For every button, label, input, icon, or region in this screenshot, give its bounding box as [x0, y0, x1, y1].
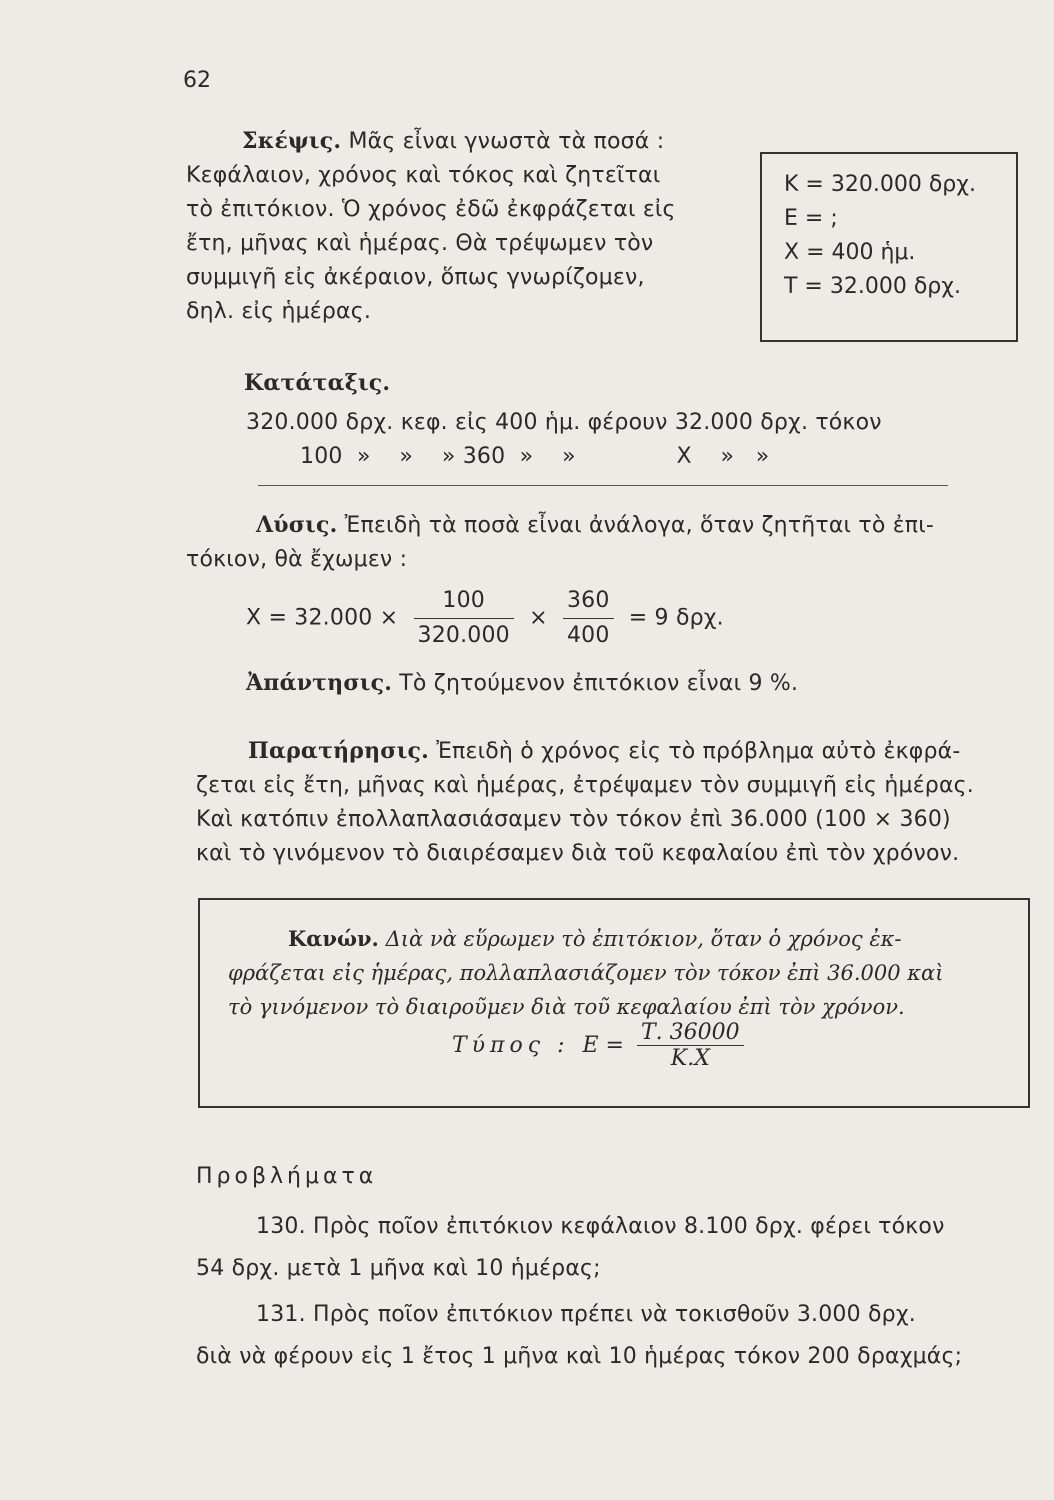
answer-label: Ἀπάντησις.: [246, 670, 393, 696]
rule-line-3: τὸ γινόμενον τὸ διαιροῦμεν διὰ τοῦ κεφαλαίου ἐπὶ τὸν χρόνον.: [228, 995, 905, 1019]
observation-paragraph: [196, 734, 1036, 871]
rule-fraction: [637, 1020, 744, 1071]
rule-text: [228, 922, 1018, 1024]
fraction-360-over-400: [563, 584, 614, 653]
skepsis-line-1: Σκέψις. Μᾶς εἶναι γνωστὰ τὰ ποσά :: [242, 128, 665, 154]
answer-text: Τὸ ζητούμενον ἐπιτόκιον εἶναι 9 %.: [399, 671, 799, 696]
formula-result: = 9 δρχ.: [628, 605, 724, 631]
lysis-line-1: Λύσις. Ἐπειδὴ τὰ ποσὰ εἶναι ἀνάλογα, ὅταν ζητῆται τὸ ἐπι-: [256, 512, 935, 538]
divider-line: [258, 485, 948, 486]
problem-131-line-1: 131. Πρὸς ποῖον ἐπιτόκιον πρέπει νὰ τοκισθοῦν 3.000 δρχ.: [256, 1302, 916, 1327]
observation-line-4: καὶ τὸ γινόμενον τὸ διαιρέσαμεν διὰ τοῦ κεφαλαίου ἐπὶ τὸν χρόνον.: [196, 841, 960, 866]
skepsis-line-5: συμμιγῆ εἰς ἀκέραιον, ὅπως γνωρίζομεν,: [186, 265, 645, 290]
fraction-denominator: 320.000: [417, 623, 510, 648]
problem-130-line-1: 130. Πρὸς ποῖον ἐπιτόκιον κεφάλαιον 8.100 δρχ. φέρει τόκον: [256, 1214, 945, 1239]
rule-fraction-numerator: Τ. 36000: [637, 1020, 744, 1046]
problem-130: [196, 1210, 1036, 1286]
skepsis-paragraph: [186, 124, 746, 329]
formula-left: Χ = 32.000 ×: [246, 605, 399, 631]
skepsis-line-2: Κεφάλαιον, χρόνος καὶ τόκος καὶ ζητεῖται: [186, 163, 661, 188]
solution-formula: [246, 584, 724, 653]
given-rate: Ε = ;: [784, 206, 838, 231]
skepsis-label: Σκέψις.: [242, 128, 342, 154]
skepsis-line-4: ἔτη, μῆνας καὶ ἡμέρας. Θὰ τρέψωμεν τὸν: [186, 231, 654, 256]
katataxis-label: Κατάταξις.: [244, 370, 391, 396]
times-sign: ×: [529, 605, 548, 631]
rule-box: [198, 898, 1030, 1108]
formula-label: Τύπος :: [452, 1033, 570, 1058]
fraction-numerator: 360: [563, 584, 614, 619]
problem-131: [196, 1298, 1046, 1374]
fraction-numerator: 100: [414, 584, 514, 619]
rule-line-1: Κανών. Διὰ νὰ εὕρωμεν τὸ ἐπιτόκιον, ὅταν ὁ χρόνος ἐκ-: [288, 926, 902, 951]
given-capital: Κ = 320.000 δρχ.: [784, 172, 976, 197]
given-time: Χ = 400 ἡμ.: [784, 240, 916, 265]
given-interest: Τ = 32.000 δρχ.: [784, 274, 961, 299]
lysis-label: Λύσις.: [256, 512, 338, 538]
problems-heading: Προβλήματα: [196, 1164, 378, 1189]
rule-fraction-denominator: Κ.Χ: [670, 1046, 710, 1071]
page-number: 62: [183, 68, 211, 93]
rule-line-2: φράζεται εἰς ἡμέρας, πολλαπλασιάζομεν τὸν τόκον ἐπὶ 36.000 καὶ: [228, 961, 944, 985]
observation-line-2: ζεται εἰς ἔτη, μῆνας καὶ ἡμέρας, ἐτρέψαμεν τὸν συμμιγῆ εἰς ἡμέρας.: [196, 773, 974, 798]
observation-line-3: Καὶ κατόπιν ἐπολλαπλασιάσαμεν τὸν τόκον ἐπὶ 36.000 (100 × 360): [196, 807, 951, 832]
givens-list: [784, 168, 976, 304]
skepsis-line-3: τὸ ἐπιτόκιον. Ὁ χρόνος ἐδῶ ἐκφράζεται εἰς: [186, 197, 676, 222]
rule-label: Κανών.: [288, 926, 379, 951]
lysis-paragraph: [186, 508, 1026, 577]
fraction-100-over-320000: [414, 584, 514, 653]
problem-130-line-2: 54 δρχ. μετὰ 1 μῆνα καὶ 10 ἡμέρας;: [196, 1256, 601, 1281]
observation-label: Παρατήρησις.: [248, 738, 430, 764]
givens-box: [760, 152, 1018, 342]
observation-line-1: Παρατήρησις. Ἐπειδὴ ὁ χρόνος εἰς τὸ πρόβλημα αὐτὸ ἐκφρά-: [248, 738, 961, 764]
problem-131-line-2: διὰ νὰ φέρουν εἰς 1 ἔτος 1 μῆνα καὶ 10 ἡμέρας τόκον 200 δραχμάς;: [196, 1344, 963, 1369]
lysis-line-2: τόκιον, θὰ ἔχωμεν :: [186, 547, 408, 572]
fraction-denominator: 400: [566, 623, 610, 648]
katataxis-row-2: 100 » » » 360 » » Χ » »: [300, 444, 770, 469]
answer-line: [246, 666, 798, 701]
skepsis-line-6: δηλ. εἰς ἡμέρας.: [186, 299, 372, 324]
rule-formula: [452, 1020, 744, 1071]
formula-lhs: Ε =: [582, 1033, 624, 1058]
katataxis-row-1: 320.000 δρχ. κεφ. εἰς 400 ἡμ. φέρουν 32.000 δρχ. τόκον: [246, 410, 882, 435]
